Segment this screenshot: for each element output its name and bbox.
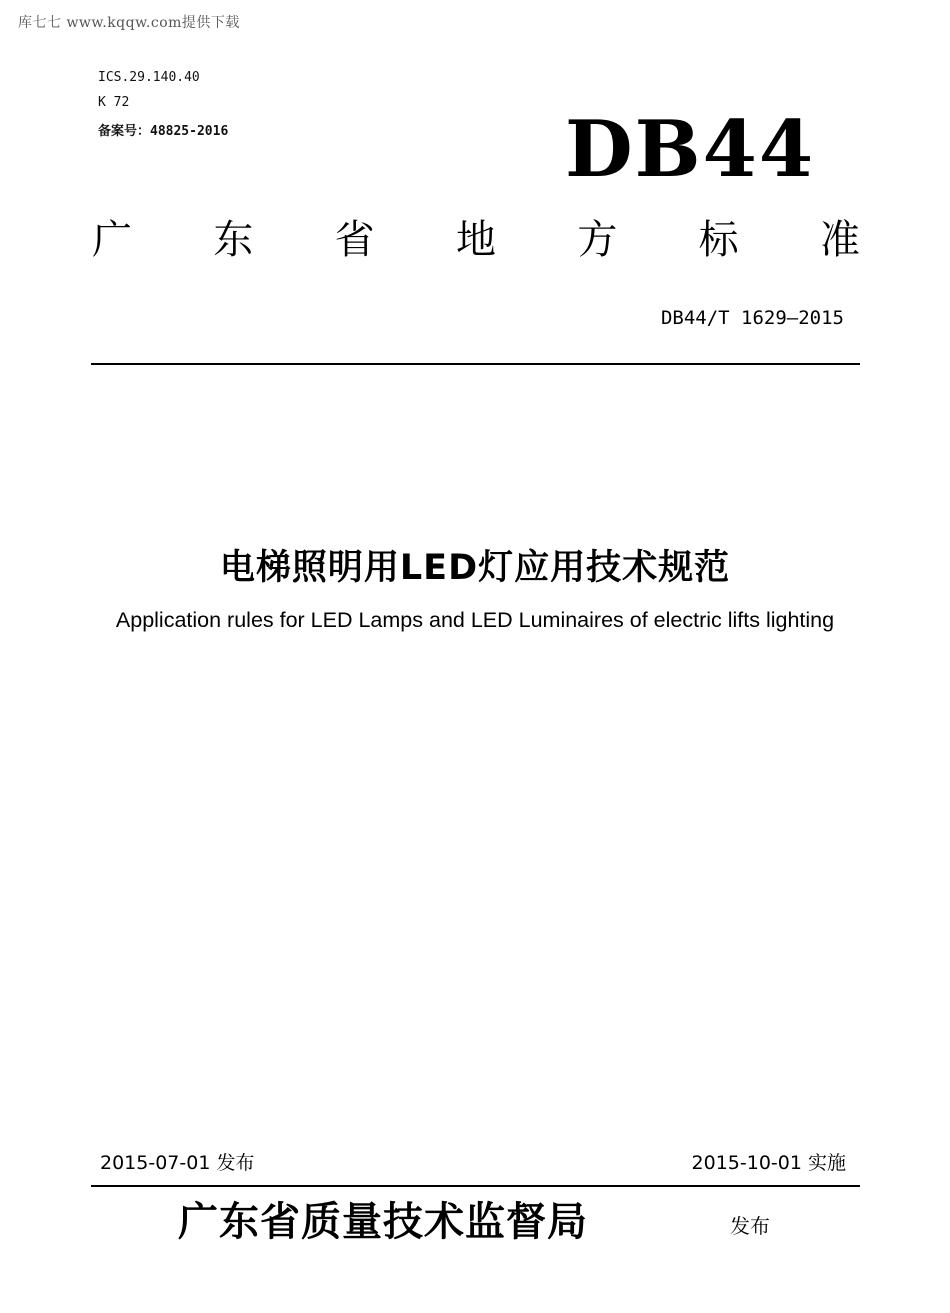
- ccs-code: K 72: [98, 95, 130, 110]
- standard-code-logo: DB44: [565, 104, 816, 195]
- standard-number: DB44/T 1629—2015: [660, 307, 844, 329]
- standard-type-char: 省: [334, 217, 375, 263]
- standard-type-char: 准: [819, 217, 860, 263]
- standard-type-char: 广: [92, 217, 132, 263]
- document-title-chinese: 电梯照明用LED灯应用技术规范: [219, 548, 731, 588]
- document-title-english: Application rules for LED Lamps and LED Luminaires of electric lifts lighting: [115, 608, 835, 632]
- top-divider: [91, 363, 860, 365]
- bottom-divider: [91, 1185, 860, 1187]
- issue-date: 2015-07-01 发布: [100, 1152, 255, 1174]
- issuing-authority: 广东省质量技术监督局: [178, 1198, 588, 1245]
- standard-type-title: [92, 210, 860, 270]
- standard-type-char: 标: [698, 217, 739, 263]
- implementation-date: 2015-10-01 实施: [691, 1152, 846, 1174]
- filing-number: 备案号：48825-2016: [98, 124, 229, 139]
- ics-code: ICS.29.140.40: [98, 70, 200, 85]
- standard-type-char: 东: [213, 217, 254, 263]
- issuing-authority-suffix: 发布: [730, 1214, 770, 1238]
- watermark-text: 库七七 www.kqqw.com提供下载: [18, 15, 240, 31]
- standard-type-char: 地: [455, 217, 496, 263]
- standard-type-char: 方: [577, 217, 618, 263]
